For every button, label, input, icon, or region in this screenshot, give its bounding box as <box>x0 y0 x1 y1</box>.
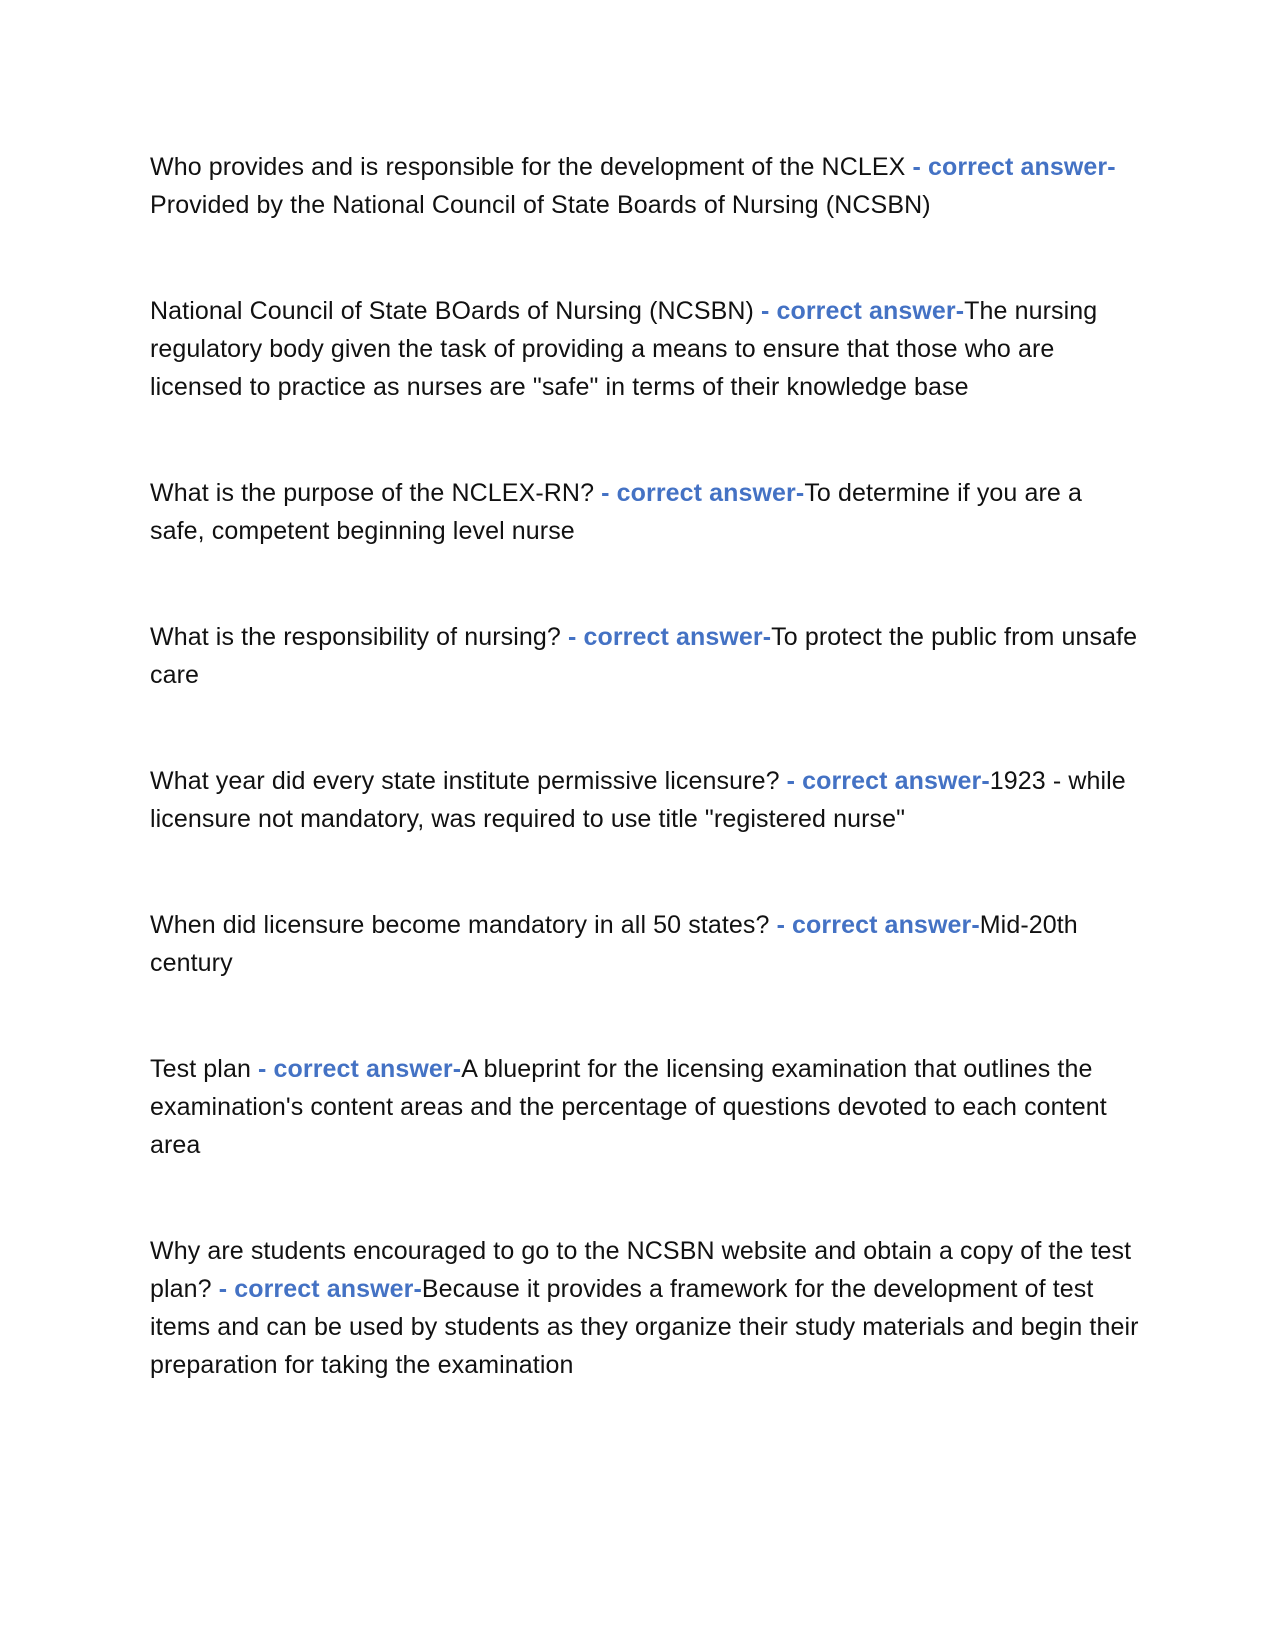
qa-item <box>150 1050 1140 1164</box>
answer-separator: - correct answer- <box>769 911 980 939</box>
answer-separator: - correct answer- <box>779 767 990 795</box>
answer-separator: - correct answer- <box>594 479 805 507</box>
answer-separator: - correct answer- <box>211 1275 422 1303</box>
answer-separator: - correct answer- <box>560 623 772 651</box>
question-text: Who provides and is responsible for the development of the NCLEX <box>150 153 906 181</box>
answer-text: To determine if you are a safe, competent beginning level nurse <box>150 479 1082 545</box>
answer-separator: - correct answer- <box>905 153 1116 181</box>
answer-separator: - correct answer- <box>250 1055 462 1083</box>
answer-separator: - correct answer- <box>753 297 965 325</box>
question-text: What is the purpose of the NCLEX-RN? <box>150 479 595 507</box>
answer-text: Because it provides a framework for the development of test items and can be used by students as they organize their study materials and begin their preparation for taking the examination <box>150 1275 1139 1379</box>
answer-text: 1923 - while licensure not mandatory, was required to use title "registered nurse" <box>150 767 1126 833</box>
qa-item <box>150 292 1140 406</box>
qa-item <box>150 762 1140 838</box>
qa-list <box>150 148 1140 1452</box>
answer-text: Provided by the National Council of State Boards of Nursing (NCSBN) <box>150 191 931 219</box>
question-text: National Council of State BOards of Nursing (NCSBN) <box>150 297 754 325</box>
question-text: Why are students encouraged to go to the NCSBN website and obtain a copy of the test plan? <box>150 1237 1132 1303</box>
answer-text: Mid-20th century <box>150 911 1078 977</box>
answer-text: A blueprint for the licensing examination that outlines the examination's content areas and the percentage of questions devoted to each content area <box>150 1055 1107 1159</box>
question-text: When did licensure become mandatory in all 50 states? <box>150 911 770 939</box>
qa-item <box>150 906 1140 982</box>
qa-item <box>150 474 1140 550</box>
question-text: What is the responsibility of nursing? <box>150 623 561 651</box>
qa-item <box>150 618 1140 694</box>
qa-item <box>150 148 1140 224</box>
answer-text: To protect the public from unsafe care <box>150 623 1138 689</box>
question-text: Test plan <box>150 1055 251 1083</box>
question-text: What year did every state institute permissive licensure? <box>150 767 780 795</box>
answer-text: The nursing regulatory body given the task of providing a means to ensure that those who are licensed to practice as nurses are "safe" in terms of their knowledge base <box>150 297 1098 401</box>
qa-item <box>150 1232 1140 1384</box>
